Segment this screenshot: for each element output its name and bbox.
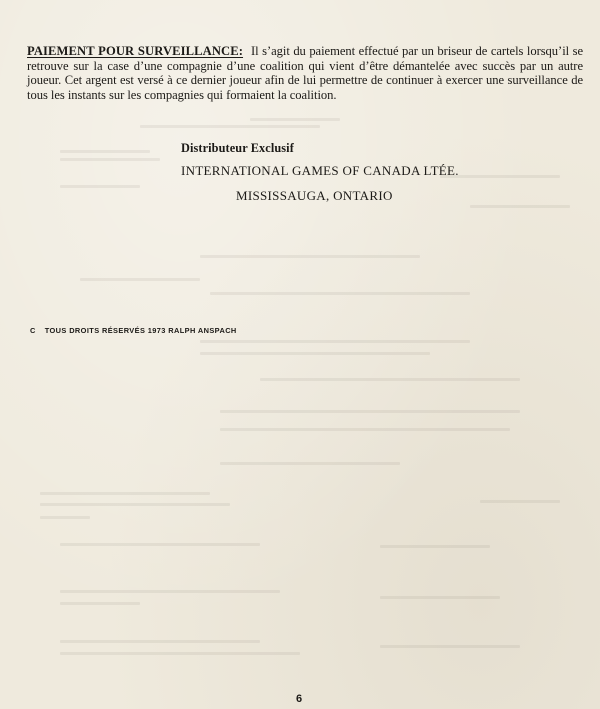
definition-term: PAIEMENT POUR SURVEILLANCE:: [27, 44, 244, 58]
page-number: 6: [296, 693, 303, 705]
copyright-notice: [30, 326, 237, 335]
copyright-mark: C: [30, 326, 36, 335]
distributor-title: Distributeur Exclusif: [181, 141, 294, 155]
definition-paragraph: [27, 44, 583, 102]
definition-text: Il s’agit du paiement effectué par un briseur de cartels lorsqu’il se retrouve sur la case d’une compagnie d’une coalition qui vient d’être démantelée avec succès par un autre joueur. Cet argent est versé à ce dernier joueur afin de lui permettre de continuer à exercer une surveillance de tous les instants sur les compagnies qui formaient la coalition.: [27, 44, 583, 102]
distributor-city: MISSISSAUGA, ONTARIO: [236, 188, 393, 203]
copyright-text: TOUS DROITS RÉSERVÉS 1973 RALPH ANSPACH: [44, 326, 237, 335]
distributor-company: INTERNATIONAL GAMES OF CANADA LTÉE.: [181, 163, 459, 178]
